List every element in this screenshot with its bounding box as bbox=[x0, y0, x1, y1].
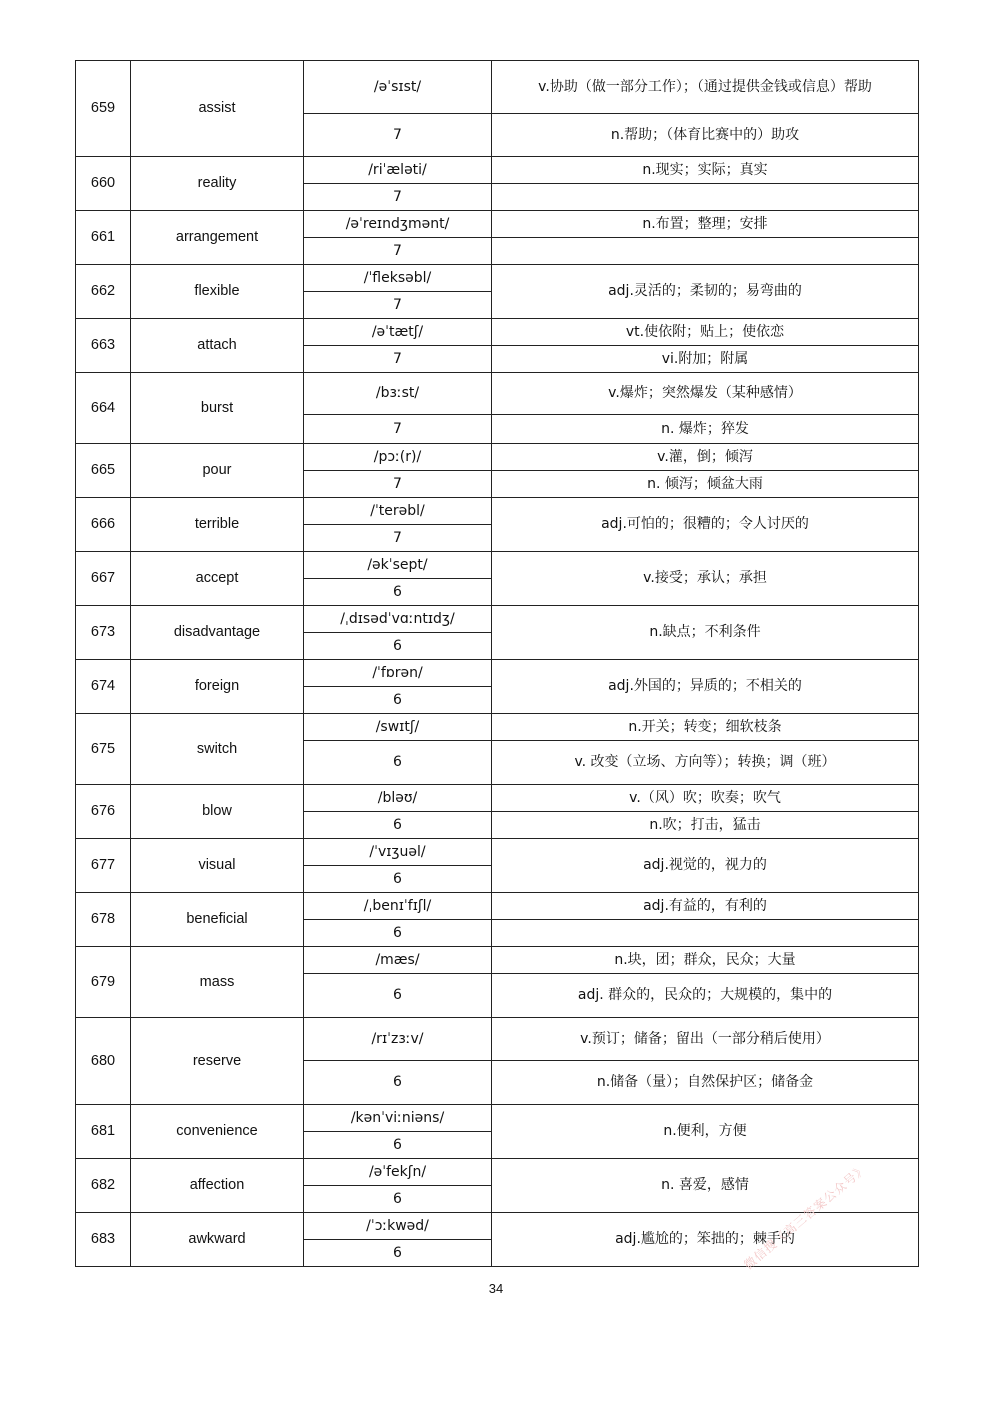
entry-meaning: adj.有益的，有利的 bbox=[492, 893, 919, 920]
entry-number: 675 bbox=[76, 714, 131, 785]
entry-frequency: 6 bbox=[304, 974, 492, 1018]
entry-number: 680 bbox=[76, 1018, 131, 1105]
entry-phonetic: /ˈɔːkwəd/ bbox=[304, 1213, 492, 1240]
entry-meaning bbox=[492, 184, 919, 211]
table-row bbox=[76, 893, 919, 920]
page-number: 34 bbox=[488, 1281, 504, 1296]
entry-frequency: 6 bbox=[304, 1186, 492, 1213]
entry-phonetic: /kənˈviːniəns/ bbox=[304, 1105, 492, 1132]
entry-number: 661 bbox=[76, 211, 131, 265]
entry-meaning: adj.外国的；异质的；不相关的 bbox=[492, 660, 919, 714]
entry-number: 667 bbox=[76, 552, 131, 606]
entry-frequency: 6 bbox=[304, 1132, 492, 1159]
entry-meaning: n.吹；打击，猛击 bbox=[492, 812, 919, 839]
entry-word: terrible bbox=[131, 498, 304, 552]
table-row bbox=[76, 552, 919, 579]
table-row bbox=[76, 1159, 919, 1186]
entry-meaning: adj.可怕的；很糟的；令人讨厌的 bbox=[492, 498, 919, 552]
entry-meaning: adj.视觉的，视力的 bbox=[492, 839, 919, 893]
entry-meaning: n.储备（量）；自然保护区；储备金 bbox=[492, 1061, 919, 1105]
table-row bbox=[76, 606, 919, 633]
table-row bbox=[76, 444, 919, 471]
entry-word: assist bbox=[131, 61, 304, 157]
entry-phonetic: /əˈfekʃn/ bbox=[304, 1159, 492, 1186]
entry-frequency: 6 bbox=[304, 1061, 492, 1105]
entry-phonetic: /bləʊ/ bbox=[304, 785, 492, 812]
table-row bbox=[76, 947, 919, 974]
entry-meaning: n.便利，方便 bbox=[492, 1105, 919, 1159]
entry-phonetic: /pɔː(r)/ bbox=[304, 444, 492, 471]
entry-meaning: vt.使依附；贴上；使依恋 bbox=[492, 319, 919, 346]
table-row bbox=[76, 660, 919, 687]
entry-frequency: 6 bbox=[304, 1240, 492, 1267]
entry-word: pour bbox=[131, 444, 304, 498]
entry-meaning: v. 改变（立场、方向等）；转换；调（班） bbox=[492, 741, 919, 785]
entry-word: beneficial bbox=[131, 893, 304, 947]
entry-number: 674 bbox=[76, 660, 131, 714]
entry-phonetic: /əˈtætʃ/ bbox=[304, 319, 492, 346]
entry-meaning: n. 倾泻；倾盆大雨 bbox=[492, 471, 919, 498]
entry-word: convenience bbox=[131, 1105, 304, 1159]
entry-meaning: v.灌，倒；倾泻 bbox=[492, 444, 919, 471]
entry-word: arrangement bbox=[131, 211, 304, 265]
entry-frequency: 6 bbox=[304, 687, 492, 714]
entry-frequency: 6 bbox=[304, 633, 492, 660]
entry-number: 676 bbox=[76, 785, 131, 839]
table-row bbox=[76, 265, 919, 292]
entry-meaning: v.预订；储备；留出（一部分稍后使用） bbox=[492, 1018, 919, 1061]
entry-number: 659 bbox=[76, 61, 131, 157]
entry-phonetic: /ˈfleksəbl/ bbox=[304, 265, 492, 292]
entry-frequency: 6 bbox=[304, 920, 492, 947]
entry-meaning: vi.附加；附属 bbox=[492, 346, 919, 373]
table-row bbox=[76, 785, 919, 812]
entry-meaning: adj. 群众的，民众的；大规模的，集中的 bbox=[492, 974, 919, 1018]
table-row bbox=[76, 1018, 919, 1061]
entry-number: 663 bbox=[76, 319, 131, 373]
entry-frequency: 7 bbox=[304, 346, 492, 373]
entry-phonetic: /mæs/ bbox=[304, 947, 492, 974]
entry-word: reality bbox=[131, 157, 304, 211]
entry-number: 660 bbox=[76, 157, 131, 211]
entry-meaning bbox=[492, 920, 919, 947]
entry-word: burst bbox=[131, 373, 304, 444]
entry-number: 666 bbox=[76, 498, 131, 552]
entry-frequency: 7 bbox=[304, 471, 492, 498]
entry-frequency: 6 bbox=[304, 812, 492, 839]
table-row bbox=[76, 1105, 919, 1132]
entry-number: 665 bbox=[76, 444, 131, 498]
table-row bbox=[76, 211, 919, 238]
entry-word: affection bbox=[131, 1159, 304, 1213]
entry-frequency: 6 bbox=[304, 741, 492, 785]
entry-phonetic: /ˌdɪsədˈvɑːntɪdʒ/ bbox=[304, 606, 492, 633]
entry-phonetic: /bɜːst/ bbox=[304, 373, 492, 415]
entry-frequency: 7 bbox=[304, 114, 492, 157]
entry-number: 677 bbox=[76, 839, 131, 893]
entry-frequency: 7 bbox=[304, 184, 492, 211]
entry-phonetic: /ˈvɪʒuəl/ bbox=[304, 839, 492, 866]
entry-word: attach bbox=[131, 319, 304, 373]
entry-phonetic: /riˈæləti/ bbox=[304, 157, 492, 184]
table-row bbox=[76, 714, 919, 741]
entry-meaning: n.块，团；群众，民众；大量 bbox=[492, 947, 919, 974]
table-row bbox=[76, 498, 919, 525]
entry-meaning: n.布置；整理；安排 bbox=[492, 211, 919, 238]
vocabulary-table bbox=[75, 60, 919, 1267]
entry-meaning: v.接受；承认；承担 bbox=[492, 552, 919, 606]
entry-meaning bbox=[492, 238, 919, 265]
entry-frequency: 7 bbox=[304, 415, 492, 444]
entry-meaning: v.爆炸；突然爆发（某种感情） bbox=[492, 373, 919, 415]
entry-meaning: n. 爆炸；猝发 bbox=[492, 415, 919, 444]
entry-phonetic: /ˌbenɪˈfɪʃl/ bbox=[304, 893, 492, 920]
entry-meaning: adj.尴尬的；笨拙的；棘手的 bbox=[492, 1213, 919, 1267]
entry-number: 681 bbox=[76, 1105, 131, 1159]
entry-phonetic: /swɪtʃ/ bbox=[304, 714, 492, 741]
entry-meaning: n. 喜爱，感情 bbox=[492, 1159, 919, 1213]
entry-word: blow bbox=[131, 785, 304, 839]
entry-frequency: 7 bbox=[304, 525, 492, 552]
entry-meaning: n.缺点；不利条件 bbox=[492, 606, 919, 660]
entry-phonetic: /ˈterəbl/ bbox=[304, 498, 492, 525]
entry-word: mass bbox=[131, 947, 304, 1018]
entry-word: flexible bbox=[131, 265, 304, 319]
table-row bbox=[76, 373, 919, 415]
entry-number: 679 bbox=[76, 947, 131, 1018]
entry-number: 683 bbox=[76, 1213, 131, 1267]
entry-word: switch bbox=[131, 714, 304, 785]
entry-meaning: n.现实；实际；真实 bbox=[492, 157, 919, 184]
entry-phonetic: /əˈsɪst/ bbox=[304, 61, 492, 114]
entry-word: visual bbox=[131, 839, 304, 893]
entry-meaning: n.帮助；（体育比赛中的）助攻 bbox=[492, 114, 919, 157]
entry-frequency: 7 bbox=[304, 292, 492, 319]
entry-number: 664 bbox=[76, 373, 131, 444]
entry-frequency: 6 bbox=[304, 579, 492, 606]
entry-number: 662 bbox=[76, 265, 131, 319]
entry-number: 673 bbox=[76, 606, 131, 660]
entry-meaning: n.开关；转变；细软枝条 bbox=[492, 714, 919, 741]
table-row bbox=[76, 157, 919, 184]
entry-phonetic: /ˈfɒrən/ bbox=[304, 660, 492, 687]
entry-word: reserve bbox=[131, 1018, 304, 1105]
entry-frequency: 6 bbox=[304, 866, 492, 893]
entry-phonetic: /əˈreɪndʒmənt/ bbox=[304, 211, 492, 238]
table-row bbox=[76, 61, 919, 114]
entry-number: 682 bbox=[76, 1159, 131, 1213]
entry-phonetic: /əkˈsept/ bbox=[304, 552, 492, 579]
entry-phonetic: /rɪˈzɜːv/ bbox=[304, 1018, 492, 1061]
entry-word: accept bbox=[131, 552, 304, 606]
table-row bbox=[76, 839, 919, 866]
entry-word: foreign bbox=[131, 660, 304, 714]
entry-meaning: v.协助（做一部分工作）；（通过提供金钱或信息）帮助 bbox=[492, 61, 919, 114]
entry-meaning: v.（风）吹；吹奏；吹气 bbox=[492, 785, 919, 812]
entry-frequency: 7 bbox=[304, 238, 492, 265]
watermark: 微信搜《高三答案公众号》 bbox=[741, 1161, 870, 1273]
entry-word: disadvantage bbox=[131, 606, 304, 660]
entry-number: 678 bbox=[76, 893, 131, 947]
entry-word: awkward bbox=[131, 1213, 304, 1267]
entry-meaning: adj.灵活的；柔韧的；易弯曲的 bbox=[492, 265, 919, 319]
table-row bbox=[76, 319, 919, 346]
